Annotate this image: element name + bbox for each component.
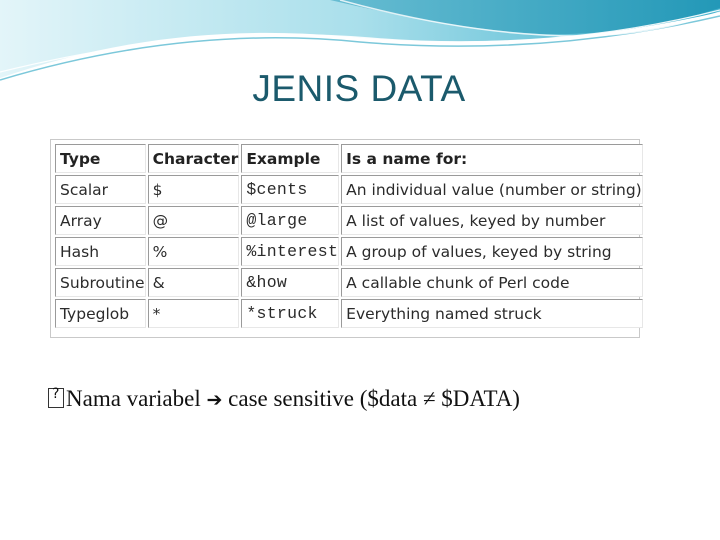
- cell-type: Subroutine: [55, 268, 146, 297]
- cell-description: A list of values, keyed by number: [341, 206, 643, 235]
- cell-example: @large: [241, 206, 339, 235]
- header-type: Type: [55, 144, 146, 173]
- cell-description: A callable chunk of Perl code: [341, 268, 643, 297]
- cell-example: &how: [241, 268, 339, 297]
- cell-description: A group of values, keyed by string: [341, 237, 643, 266]
- slide-title: JENIS DATA: [252, 68, 466, 109]
- bullet-glyph-icon: [48, 388, 64, 408]
- bullet-text-after: case sensitive ($data ≠ $DATA): [222, 386, 520, 411]
- arrow-right-icon: ➔: [206, 389, 223, 411]
- cell-type: Typeglob: [55, 299, 146, 328]
- table-header-row: [55, 144, 643, 173]
- header-name-for: Is a name for:: [341, 144, 643, 173]
- cell-description: An individual value (number or string): [341, 175, 643, 204]
- cell-type: Scalar: [55, 175, 146, 204]
- data-types-table: [53, 142, 645, 330]
- cell-example: %interest: [241, 237, 339, 266]
- cell-description: Everything named struck: [341, 299, 643, 328]
- cell-character: @: [148, 206, 240, 235]
- table-row: [55, 268, 643, 297]
- header-example: Example: [241, 144, 339, 173]
- data-types-table-image: [50, 139, 640, 338]
- cell-type: Hash: [55, 237, 146, 266]
- cell-character: %: [148, 237, 240, 266]
- cell-character: &: [148, 268, 240, 297]
- table-row: [55, 237, 643, 266]
- cell-example: *struck: [241, 299, 339, 328]
- table-row: [55, 299, 643, 328]
- cell-character: *: [148, 299, 240, 328]
- table-row: [55, 206, 643, 235]
- table-row: [55, 175, 643, 204]
- cell-example: $cents: [241, 175, 339, 204]
- cell-type: Array: [55, 206, 146, 235]
- bullet-text-before: Nama variabel: [66, 386, 207, 411]
- header-character: Character: [148, 144, 240, 173]
- bullet-point: [48, 386, 688, 412]
- cell-character: $: [148, 175, 240, 204]
